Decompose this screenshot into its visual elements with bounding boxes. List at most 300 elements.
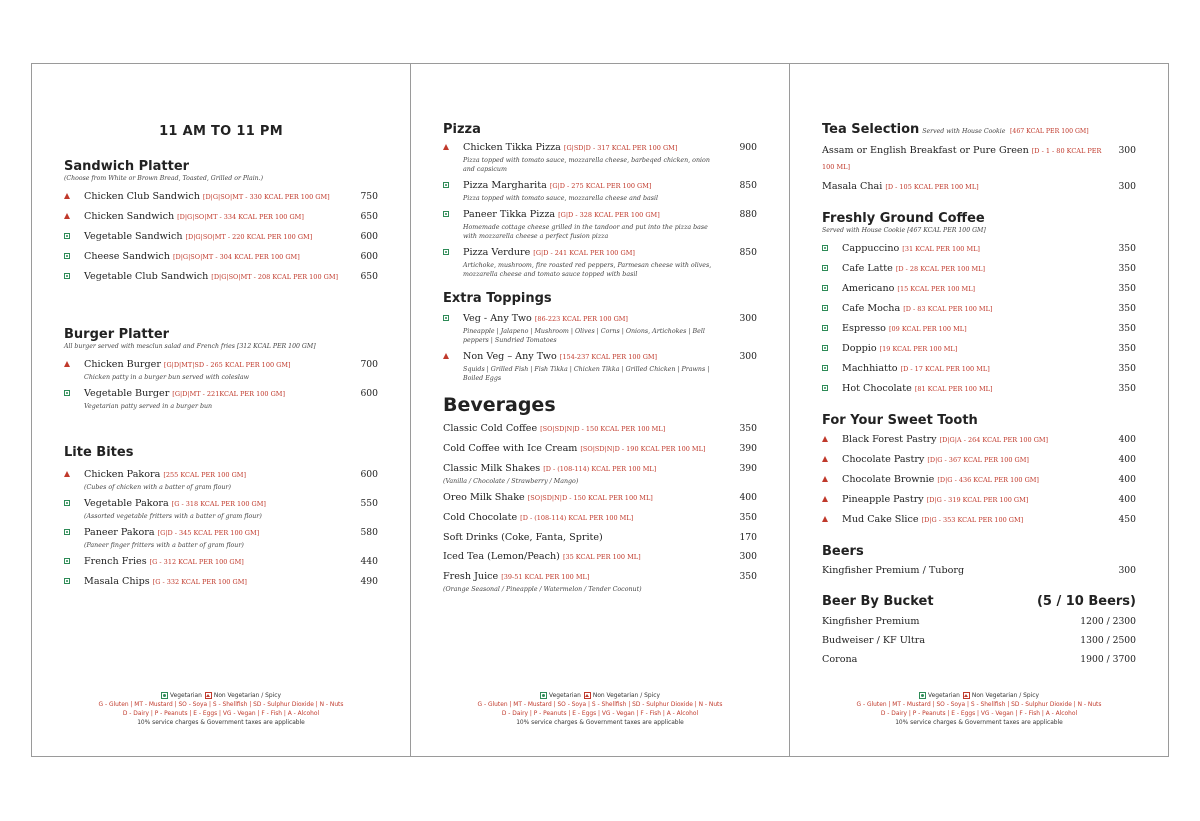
veg-label: Vegetarian <box>549 693 581 699</box>
nonveg-label: Non Vegetarian <box>592 693 639 699</box>
item-kcal: [154-237 KCAL PER 100 GM] <box>559 353 658 361</box>
item-name-line <box>443 530 723 545</box>
menu-item-list <box>443 421 757 594</box>
menu-item <box>443 178 757 203</box>
veg-icon <box>540 692 547 699</box>
item-kcal: [D|G|SO|MT - 304 KCAL PER 100 GM] <box>172 253 300 261</box>
veg-icon <box>64 390 70 396</box>
item-kcal: [SO|SD|N|D - 190 KCAL PER 100 ML] <box>580 445 706 453</box>
item-name: Kingfisher Premium <box>822 616 920 627</box>
item-name-line <box>84 554 344 570</box>
item-name-line <box>822 633 1076 648</box>
menu-item <box>822 472 1136 488</box>
menu-item <box>822 281 1136 297</box>
item-name-line <box>822 614 1076 629</box>
item-price: 300 <box>739 351 757 362</box>
item-kcal: [G - 318 KCAL PER 100 GM] <box>171 500 266 508</box>
section-title: Lite Bites <box>64 445 134 460</box>
menu-item <box>822 321 1136 337</box>
item-name: Espresso <box>842 323 886 334</box>
item-description: Squids | Grilled Fish | Fish Tikka | Chicken Tikka | Grilled Chicken | Prawns | Boiled Eggs <box>463 366 710 382</box>
nonveg-icon <box>64 213 70 219</box>
nonveg-icon <box>963 692 970 699</box>
item-name-line <box>84 386 344 402</box>
item-kcal: [39-51 KCAL PER 100 ML] <box>501 573 590 581</box>
item-kcal: [09 KCAL PER 100 ML] <box>888 325 967 333</box>
section-title: Beers <box>822 544 864 559</box>
veg-icon <box>443 211 449 217</box>
item-kcal: [G - 332 KCAL PER 100 GM] <box>152 578 247 586</box>
item-name: Vegetable Burger <box>84 388 170 399</box>
item-kcal: [SO|SD|N|D - 150 KCAL PER 100 ML] <box>527 494 653 502</box>
item-price: 300 <box>739 313 757 324</box>
menu-item <box>822 512 1136 528</box>
veg-icon <box>919 692 926 699</box>
item-price: 600 <box>360 388 378 399</box>
item-name-line <box>842 452 1102 468</box>
menu-item <box>443 490 757 506</box>
tax-note: 10% service charges & Government taxes are applicable <box>137 720 305 726</box>
menu-item <box>443 140 757 174</box>
menu-item <box>822 341 1136 357</box>
item-price: 1200 / 2300 <box>1080 616 1136 627</box>
section-title <box>822 122 1136 140</box>
item-name: Chicken Sandwich <box>84 211 175 222</box>
item-name: Vegetable Sandwich <box>84 231 183 242</box>
item-price: 350 <box>739 512 757 523</box>
veg-icon <box>822 265 828 271</box>
item-name: Iced Tea (Lemon/Peach) <box>443 551 560 562</box>
item-price: 490 <box>360 576 378 587</box>
item-price: 900 <box>739 142 757 153</box>
item-name: Pizza Margharita <box>463 180 547 191</box>
menu-item <box>443 207 757 241</box>
section-note-kcal: [467 KCAL PER 100 GM] <box>1009 128 1089 135</box>
menu-item-list <box>822 614 1136 667</box>
item-price: 650 <box>360 271 378 282</box>
allergen-line-1: G - Gluten | MT - Mustard | SO - Soya | S - Shellfish | SD - Sulphur Dioxide | N - Nuts <box>98 702 344 708</box>
menu-item-list <box>822 563 1136 578</box>
section-title-text: Tea Selection <box>822 122 920 137</box>
item-price: 350 <box>1118 323 1136 334</box>
menu-item-list <box>64 467 378 590</box>
item-name: Non Veg – Any Two <box>463 351 557 362</box>
item-name-line <box>842 321 1102 337</box>
menu-item <box>443 530 757 545</box>
veg-label: Vegetarian <box>928 693 960 699</box>
item-name: Fresh Juice <box>443 571 499 582</box>
item-price: 350 <box>1118 243 1136 254</box>
spacer <box>64 289 378 327</box>
item-kcal: [G|D - 345 KCAL PER 100 GM] <box>157 529 260 537</box>
section-title: Freshly Ground Coffee <box>822 211 985 226</box>
item-name: Soft Drinks (Coke, Fanta, Sprite) <box>443 532 603 543</box>
item-kcal: [SO|SD|N|D - 150 KCAL PER 100 ML] <box>540 425 666 433</box>
section-title: Beer By Bucket <box>822 594 934 609</box>
item-kcal: [D|G - 367 KCAL PER 100 GM] <box>927 456 1029 464</box>
item-name-line <box>84 209 344 225</box>
item-name: Kingfisher Premium / Tuborg <box>822 565 965 576</box>
item-kcal: [D|G|SO|MT - 220 KCAL PER 100 GM] <box>185 233 313 241</box>
item-description: (Vanilla / Chocolate / Strawberry / Mango) <box>443 478 579 485</box>
item-name: Paneer Tikka Pizza <box>463 209 556 220</box>
menu-item <box>64 467 378 492</box>
item-name-line <box>842 432 1102 448</box>
item-price: 350 <box>1118 283 1136 294</box>
veg-icon <box>161 692 168 699</box>
item-price: 880 <box>739 209 757 220</box>
spicy-label: / Spicy <box>1019 693 1039 699</box>
section-title: Sandwich Platter <box>64 159 190 174</box>
section-title: For Your Sweet Tooth <box>822 413 978 428</box>
item-price: 300 <box>1118 181 1136 192</box>
item-name: Oreo Milk Shake <box>443 492 525 503</box>
menu-item <box>64 357 378 382</box>
item-name-line <box>463 178 723 194</box>
item-name-line <box>443 441 723 457</box>
item-name-line <box>443 461 723 477</box>
item-name: French Fries <box>84 556 147 567</box>
nonveg-icon <box>584 692 591 699</box>
menu-item <box>443 510 757 526</box>
menu-item <box>822 452 1136 468</box>
item-price: 350 <box>739 571 757 582</box>
item-name: Corona <box>822 654 858 665</box>
item-kcal: [D|G|SO|MT - 334 KCAL PER 100 GM] <box>177 213 304 221</box>
spacer <box>822 532 1136 544</box>
allergen-line-2: D - Dairy | P - Peanuts | E - Eggs | VG - Vegan | F - Fish | A - Alcohol <box>501 711 699 717</box>
item-kcal: [G|SD|D - 317 KCAL PER 100 GM] <box>563 144 678 152</box>
item-kcal: [D|G - 319 KCAL PER 100 GM] <box>926 496 1029 504</box>
item-kcal: [D - (108-114) KCAL PER 100 ML] <box>520 514 634 522</box>
allergen-line-1: G - Gluten | MT - Mustard | SO - Soya | S - Shellfish | SD - Sulphur Dioxide | N - Nuts <box>477 702 723 708</box>
item-name-line <box>463 207 723 223</box>
item-kcal: [19 KCAL PER 100 ML] <box>879 345 958 353</box>
item-name: Classic Cold Coffee <box>443 423 538 434</box>
menu-item-list <box>822 241 1136 397</box>
veg-icon <box>443 249 449 255</box>
section-extra-toppings <box>443 291 757 383</box>
menu-item <box>822 652 1136 667</box>
menu-item <box>443 311 757 345</box>
item-name: Cheese Sandwich <box>84 251 170 262</box>
service-hours: 11 AM TO 11 PM <box>159 124 283 139</box>
item-name-line <box>84 574 344 590</box>
menu-page-left <box>31 63 411 757</box>
item-description: Pineapple | Jalapeno | Mushroom | Olives | Corns | Onions, Artichokes | Bell peppers | Sundried Tomatoes <box>463 328 705 344</box>
item-name-line <box>443 421 723 437</box>
item-kcal: [86-223 KCAL PER 100 GM] <box>534 315 628 323</box>
veg-icon <box>822 285 828 291</box>
menu-item-list <box>822 432 1136 528</box>
item-kcal: [G|D - 275 KCAL PER 100 GM] <box>549 182 652 190</box>
item-name-line <box>822 179 1102 195</box>
menu-item <box>64 229 378 245</box>
item-price: 600 <box>360 231 378 242</box>
item-price: 300 <box>1118 565 1136 576</box>
item-kcal: [D - 28 KCAL PER 100 ML] <box>895 265 986 273</box>
veg-icon <box>64 578 70 584</box>
item-name-line <box>84 269 344 285</box>
item-kcal: [D - 105 KCAL PER 100 ML] <box>885 183 979 191</box>
item-kcal: [35 KCAL PER 100 ML] <box>562 553 641 561</box>
item-name-line <box>822 652 1076 667</box>
item-name: Chicken Pakora <box>84 469 161 480</box>
nonveg-icon <box>822 436 828 442</box>
item-kcal: [G - 312 KCAL PER 100 GM] <box>149 558 244 566</box>
item-name-line <box>463 349 723 365</box>
item-price: 600 <box>360 251 378 262</box>
item-price: 700 <box>360 359 378 370</box>
section-beers <box>822 544 1136 578</box>
menu-item <box>64 525 378 550</box>
item-name-line <box>842 472 1102 488</box>
item-price: 1300 / 2500 <box>1080 635 1136 646</box>
section-note: All burger served with mesclun salad and French fries [312 KCAL PER 100 GM] <box>64 343 316 350</box>
spacer <box>822 199 1136 211</box>
item-kcal: [D - 83 KCAL PER 100 ML] <box>903 305 993 313</box>
spacer <box>822 401 1136 413</box>
item-kcal: [D|G - 353 KCAL PER 100 GM] <box>921 516 1024 524</box>
spicy-label: / Spicy <box>640 693 660 699</box>
item-name: Machhiatto <box>842 363 898 374</box>
item-kcal: [D|G|A - 264 KCAL PER 100 GM] <box>939 436 1049 444</box>
menu-item <box>822 179 1136 195</box>
item-name-line <box>842 381 1102 397</box>
nonveg-icon <box>443 353 449 359</box>
item-kcal: [D - 1 - 80 KCAL PER 100 ML] <box>822 147 1102 171</box>
section-burger-platter <box>64 327 378 411</box>
menu-item <box>822 633 1136 648</box>
nonveg-icon <box>64 471 70 477</box>
item-price: 400 <box>1118 454 1136 465</box>
item-price: 600 <box>360 469 378 480</box>
section-note: (Choose from White or Brown Bread, Toasted, Grilled or Plain.) <box>64 175 264 182</box>
menu-item <box>64 574 378 590</box>
section-title: Beverages <box>443 394 556 416</box>
allergen-line-1: G - Gluten | MT - Mustard | SO - Soya | S - Shellfish | SD - Sulphur Dioxide | N - Nuts <box>856 702 1102 708</box>
item-kcal: [255 KCAL PER 100 GM] <box>163 471 247 479</box>
page-content <box>443 122 757 598</box>
item-kcal: [G|D - 241 KCAL PER 100 GM] <box>533 249 635 257</box>
item-name-line <box>443 510 723 526</box>
item-name-line <box>463 245 723 261</box>
veg-icon <box>443 182 449 188</box>
section-pizza <box>443 122 757 279</box>
item-description: Homemade cottage cheese grilled in the tandoor and put into the pizza base with mozzarella cheese a perfect fusion pizza <box>463 224 708 240</box>
item-description: (Paneer finger fritters with a batter of gram flour) <box>84 542 244 549</box>
section-freshly-ground-coffee <box>822 211 1136 397</box>
item-name: Vegetable Pakora <box>84 498 169 509</box>
item-kcal: [81 KCAL PER 100 ML] <box>914 385 993 393</box>
item-name: Masala Chai <box>822 181 883 192</box>
footer-legend <box>42 692 400 728</box>
item-name: Black Forest Pastry <box>842 434 937 445</box>
item-price: 350 <box>1118 343 1136 354</box>
item-name-line <box>84 249 344 265</box>
menu-page-right <box>789 63 1169 757</box>
veg-icon <box>822 305 828 311</box>
section-title: Extra Toppings <box>443 291 552 306</box>
menu-item <box>822 492 1136 508</box>
section-beer-by-bucket <box>822 594 1136 667</box>
item-name-line <box>443 490 723 506</box>
section-header <box>822 594 1136 610</box>
page-content <box>822 122 1136 671</box>
section-sandwich-platter <box>64 159 378 285</box>
spacer <box>822 582 1136 594</box>
menu-item <box>443 569 757 594</box>
menu-item <box>822 563 1136 578</box>
item-name-line <box>822 563 1102 578</box>
item-kcal: [D|G - 436 KCAL PER 100 GM] <box>937 476 1039 484</box>
item-description: Artichoke, mushroom, fire roasted red peppers, Parmesan cheese with olives, mozzarella cheese and tomato sauce topped with basil <box>463 262 712 278</box>
menu-item <box>64 554 378 570</box>
item-name: Masala Chips <box>84 576 150 587</box>
menu-item-list <box>443 311 757 383</box>
veg-icon <box>822 385 828 391</box>
item-name: Veg - Any Two <box>463 313 532 324</box>
item-name-line <box>822 143 1102 175</box>
menu-item <box>822 261 1136 277</box>
item-price: 170 <box>739 532 757 543</box>
menu-item-list <box>822 143 1136 195</box>
menu-item <box>822 614 1136 629</box>
menu-item <box>64 269 378 285</box>
item-name: Assam or English Breakfast or Pure Green <box>822 145 1029 156</box>
item-price: 390 <box>739 443 757 454</box>
veg-icon <box>64 500 70 506</box>
item-name: Cold Coffee with Ice Cream <box>443 443 578 454</box>
item-name: Cafe Latte <box>842 263 893 274</box>
veg-icon <box>822 325 828 331</box>
item-name: Vegetable Club Sandwich <box>84 271 209 282</box>
tax-note: 10% service charges & Government taxes are applicable <box>516 720 684 726</box>
section-sweet-tooth <box>822 413 1136 528</box>
item-name: Cold Chocolate <box>443 512 518 523</box>
item-price: 550 <box>360 498 378 509</box>
veg-icon <box>443 315 449 321</box>
menu-item <box>64 189 378 205</box>
nonveg-icon <box>64 361 70 367</box>
item-name-line <box>463 140 723 156</box>
section-title: Burger Platter <box>64 327 170 342</box>
veg-icon <box>822 345 828 351</box>
item-description: Chicken patty in a burger bun served with coleslaw <box>84 374 249 381</box>
item-name: Doppio <box>842 343 877 354</box>
spacer <box>64 415 378 445</box>
item-description: Pizza topped with tomato sauce, mozzarella cheese, barbeqed chicken, onion and capsicum <box>463 157 710 173</box>
item-kcal: [D - (108-114) KCAL PER 100 ML] <box>543 465 657 473</box>
veg-icon <box>822 245 828 251</box>
item-description: (Cubes of chicken with a batter of gram flour) <box>84 484 231 491</box>
item-kcal: [D|G|SO|MT - 208 KCAL PER 100 GM] <box>211 273 339 281</box>
item-description: (Assorted vegetable fritters with a batter of gram flour) <box>84 513 262 520</box>
veg-icon <box>64 253 70 259</box>
item-name-line <box>84 525 344 541</box>
menu-item <box>822 381 1136 397</box>
menu-item-list <box>64 357 378 411</box>
item-description: (Orange Seasonal / Pineapple / Watermelon / Tender Coconut) <box>443 586 642 593</box>
item-name-line <box>842 361 1102 377</box>
menu-item <box>443 245 757 279</box>
item-name-line <box>84 467 344 483</box>
menu-item <box>822 432 1136 448</box>
menu-item <box>822 301 1136 317</box>
item-price: 390 <box>739 463 757 474</box>
item-name-line <box>463 311 723 327</box>
menu-item <box>64 249 378 265</box>
allergen-line-2: D - Dairy | P - Peanuts | E - Eggs | VG - Vegan | F - Fish | A - Alcohol <box>880 711 1078 717</box>
footer-legend <box>800 692 1158 728</box>
spacer <box>443 283 757 291</box>
veg-label: Vegetarian <box>170 693 202 699</box>
item-name-line <box>842 301 1102 317</box>
item-name-line <box>443 549 723 565</box>
item-kcal: [G|D|MT - 221KCAL PER 100 GM] <box>172 390 285 398</box>
menu-item <box>443 441 757 457</box>
item-price: 400 <box>1118 474 1136 485</box>
section-title: Pizza <box>443 122 481 137</box>
nonveg-label: Non Vegetarian <box>971 693 1018 699</box>
item-price: 350 <box>1118 363 1136 374</box>
item-price: 850 <box>739 247 757 258</box>
section-lite-bites <box>64 445 378 590</box>
diet-legend <box>42 692 400 701</box>
veg-icon <box>64 529 70 535</box>
item-price: 850 <box>739 180 757 191</box>
item-name: Budweiser / KF Ultra <box>822 635 926 646</box>
nonveg-icon <box>443 144 449 150</box>
item-name-line <box>443 569 723 585</box>
veg-icon <box>64 558 70 564</box>
item-name-line <box>842 341 1102 357</box>
spicy-label: / Spicy <box>261 693 281 699</box>
item-price: 400 <box>739 492 757 503</box>
item-name: Cappuccino <box>842 243 900 254</box>
item-price: 350 <box>1118 383 1136 394</box>
section-beverages <box>443 393 757 594</box>
menu-item <box>64 209 378 225</box>
item-name: Chicken Tikka Pizza <box>463 142 561 153</box>
item-kcal: [31 KCAL PER 100 ML] <box>902 245 980 253</box>
menu-page-middle <box>410 63 790 757</box>
nonveg-icon <box>822 476 828 482</box>
item-kcal: [G|D|MT|SD - 265 KCAL PER 100 GM] <box>163 361 291 369</box>
item-name: Chocolate Brownie <box>842 474 935 485</box>
nonveg-icon <box>822 456 828 462</box>
item-name-line <box>842 512 1102 528</box>
item-name: Pizza Verdure <box>463 247 531 258</box>
item-name-line <box>842 241 1102 257</box>
nonveg-icon <box>205 692 212 699</box>
menu-item <box>443 349 757 383</box>
menu-item <box>822 143 1136 175</box>
veg-icon <box>64 233 70 239</box>
menu-item <box>64 386 378 411</box>
item-kcal: [D|G|SO|MT - 330 KCAL PER 100 GM] <box>202 193 330 201</box>
menu-item-list <box>443 140 757 279</box>
item-price: 350 <box>1118 263 1136 274</box>
item-kcal: [G|D - 328 KCAL PER 100 GM] <box>558 211 660 219</box>
item-price: 750 <box>360 191 378 202</box>
allergen-line-2: D - Dairy | P - Peanuts | E - Eggs | VG - Vegan | F - Fish | A - Alcohol <box>122 711 320 717</box>
item-name: Chicken Club Sandwich <box>84 191 200 202</box>
footer-legend <box>421 692 779 728</box>
menu-item <box>64 496 378 521</box>
item-name-line <box>84 189 344 205</box>
item-price: 350 <box>1118 303 1136 314</box>
